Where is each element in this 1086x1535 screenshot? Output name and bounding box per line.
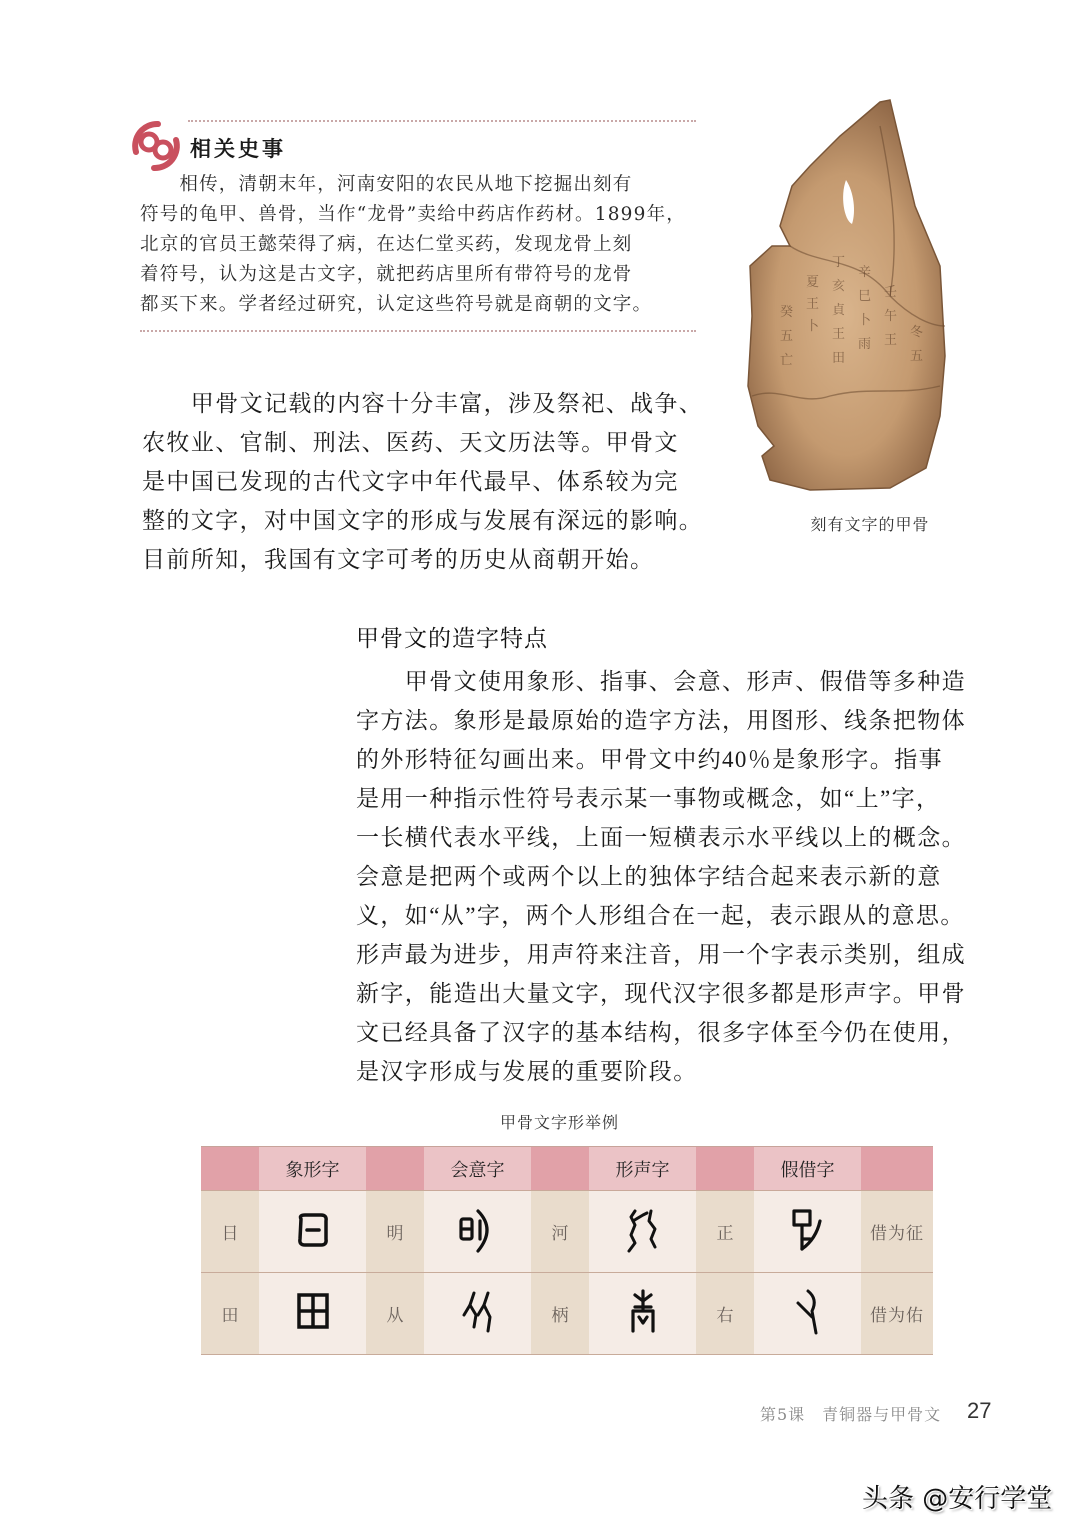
header-cell [366, 1147, 424, 1191]
header-cell [861, 1147, 933, 1191]
footer-lesson-title: 第5课 青铜器与甲骨文 [760, 1405, 942, 1424]
svg-text:午: 午 [884, 309, 898, 324]
glyph-cell [424, 1273, 531, 1355]
svg-text:丁: 丁 [832, 255, 846, 270]
glyph-cell [259, 1273, 366, 1355]
body-line: 都买下来。学者经过研究，认定这些符号就是商朝的文字。 [140, 294, 653, 315]
glyph-cell [754, 1191, 861, 1273]
oracle-glyph-he-icon [621, 1205, 665, 1255]
modern-char-label: 田 [201, 1273, 259, 1355]
modern-char-label: 明 [366, 1191, 424, 1273]
svg-text:卜: 卜 [806, 319, 820, 334]
svg-text:辛: 辛 [858, 265, 872, 280]
para-line: 会意是把两个或两个以上的独体字结合起来表示新的意 [356, 864, 942, 889]
table-row [201, 1191, 933, 1273]
body-line: 相传，清朝末年，河南安阳的农民从地下挖掘出刻有 [140, 174, 633, 195]
para-line: 义，如“从”字，两个人形组合在一起，表示跟从的意思。 [356, 903, 965, 928]
oracle-glyph-ri-icon [291, 1205, 335, 1255]
svg-text:癸: 癸 [780, 305, 794, 320]
svg-text:冬: 冬 [910, 325, 924, 340]
header-cell [201, 1147, 259, 1191]
para-line: 新字，能造出大量文字，现代汉字很多都是形声字。甲骨 [356, 981, 966, 1006]
para-line: 文已经具备了汉字的基本结构，很多字体至今仍在使用， [356, 1020, 966, 1045]
svg-text:王: 王 [806, 297, 820, 312]
svg-text:五: 五 [910, 349, 924, 364]
para-line: 农牧业、官制、刑法、医药、天文历法等。甲骨文 [142, 430, 679, 455]
box-top-dotted-rule [188, 120, 696, 122]
modern-char-label: 从 [366, 1273, 424, 1355]
glyph-cell [589, 1191, 696, 1273]
svg-text:巳: 巳 [858, 289, 872, 304]
oracle-glyph-you-icon [786, 1287, 830, 1337]
svg-text:壬: 壬 [884, 285, 898, 300]
svg-text:王: 王 [832, 327, 846, 342]
watermark: 头条 @安行学堂 [862, 1484, 1053, 1514]
svg-text:雨: 雨 [858, 337, 872, 352]
section-paragraph [356, 662, 1006, 1091]
glyph-cell [259, 1191, 366, 1273]
glyph-cell [754, 1273, 861, 1355]
svg-text:王: 王 [884, 333, 898, 348]
oracle-glyph-bing-icon [621, 1287, 665, 1337]
para-line: 整的文字，对中国文字的形成与发展有深远的影响。 [142, 508, 704, 533]
para-line: 一长横代表水平线，上面一短横表示水平线以上的概念。 [356, 825, 966, 850]
para-line: 是用一种指示性符号表示某一事物或概念，如“上”字， [356, 786, 941, 811]
glyph-cell [424, 1191, 531, 1273]
svg-text:亡: 亡 [780, 353, 794, 368]
body-line: 北京的官员王懿荣得了病，在达仁堂买药，发现龙骨上刻 [140, 234, 633, 255]
oracle-glyph-zheng-icon [786, 1205, 830, 1255]
box-bottom-dotted-rule [140, 330, 696, 332]
modern-char-label: 正 [696, 1191, 754, 1273]
svg-text:貞: 貞 [832, 303, 846, 318]
oracle-glyph-ming-icon [456, 1205, 500, 1255]
table-row [201, 1273, 933, 1355]
related-history-logo-icon [128, 118, 184, 174]
modern-char-label: 右 [696, 1273, 754, 1355]
modern-char-label: 柄 [531, 1273, 589, 1355]
related-history-title: 相关史事 [190, 137, 286, 161]
svg-text:五: 五 [780, 329, 794, 344]
oracle-bone-photo [740, 96, 950, 496]
glyph-cell [589, 1273, 696, 1355]
header-phonogram: 形声字 [589, 1147, 696, 1191]
para-line: 甲骨文记载的内容十分丰富，涉及祭祀、战争、 [142, 391, 704, 416]
loan-note: 借为征 [861, 1191, 933, 1273]
svg-text:亥: 亥 [832, 279, 846, 294]
svg-text:卜: 卜 [858, 313, 872, 328]
body-line: 着符号，认为这是古文字，就把药店里所有带符号的龙骨 [140, 264, 633, 285]
header-ideograph: 会意字 [424, 1147, 531, 1191]
header-pictograph: 象形字 [259, 1147, 366, 1191]
section-heading: 甲骨文的造字特点 [356, 626, 548, 652]
para-line: 的外形特征勾画出来。甲骨文中约40％是象形字。指事 [356, 747, 943, 772]
header-loan-character: 假借字 [754, 1147, 861, 1191]
intro-paragraph [142, 384, 712, 579]
figure-caption: 刻有文字的甲骨 [810, 515, 930, 534]
table-header-row [201, 1147, 933, 1191]
loan-note: 借为佑 [861, 1273, 933, 1355]
para-line: 甲骨文使用象形、指事、会意、形声、假借等多种造 [356, 669, 966, 694]
oracle-glyph-tian-icon [291, 1287, 335, 1337]
header-cell [696, 1147, 754, 1191]
para-line: 目前所知，我国有文字可考的历史从商朝开始。 [142, 547, 655, 572]
para-line: 字方法。象形是最原始的造字方法，用图形、线条把物体 [356, 708, 966, 733]
body-line: 符号的龟甲、兽骨，当作“龙骨”卖给中药店作药材。1899年， [140, 204, 686, 225]
related-history-body [140, 170, 700, 320]
modern-char-label: 河 [531, 1191, 589, 1273]
svg-text:夏: 夏 [806, 275, 820, 290]
modern-char-label: 日 [201, 1191, 259, 1273]
header-cell [531, 1147, 589, 1191]
oracle-glyph-table [201, 1146, 933, 1355]
oracle-glyph-cong-icon [456, 1287, 500, 1337]
svg-text:田: 田 [832, 351, 846, 366]
page-number: 27 [967, 1398, 992, 1423]
table-caption: 甲骨文字形举例 [500, 1113, 620, 1132]
para-line: 是汉字形成与发展的重要阶段。 [356, 1059, 698, 1084]
para-line: 是中国已发现的古代文字中年代最早、体系较为完 [142, 469, 679, 494]
para-line: 形声最为进步，用声符来注音，用一个字表示类别，组成 [356, 942, 966, 967]
